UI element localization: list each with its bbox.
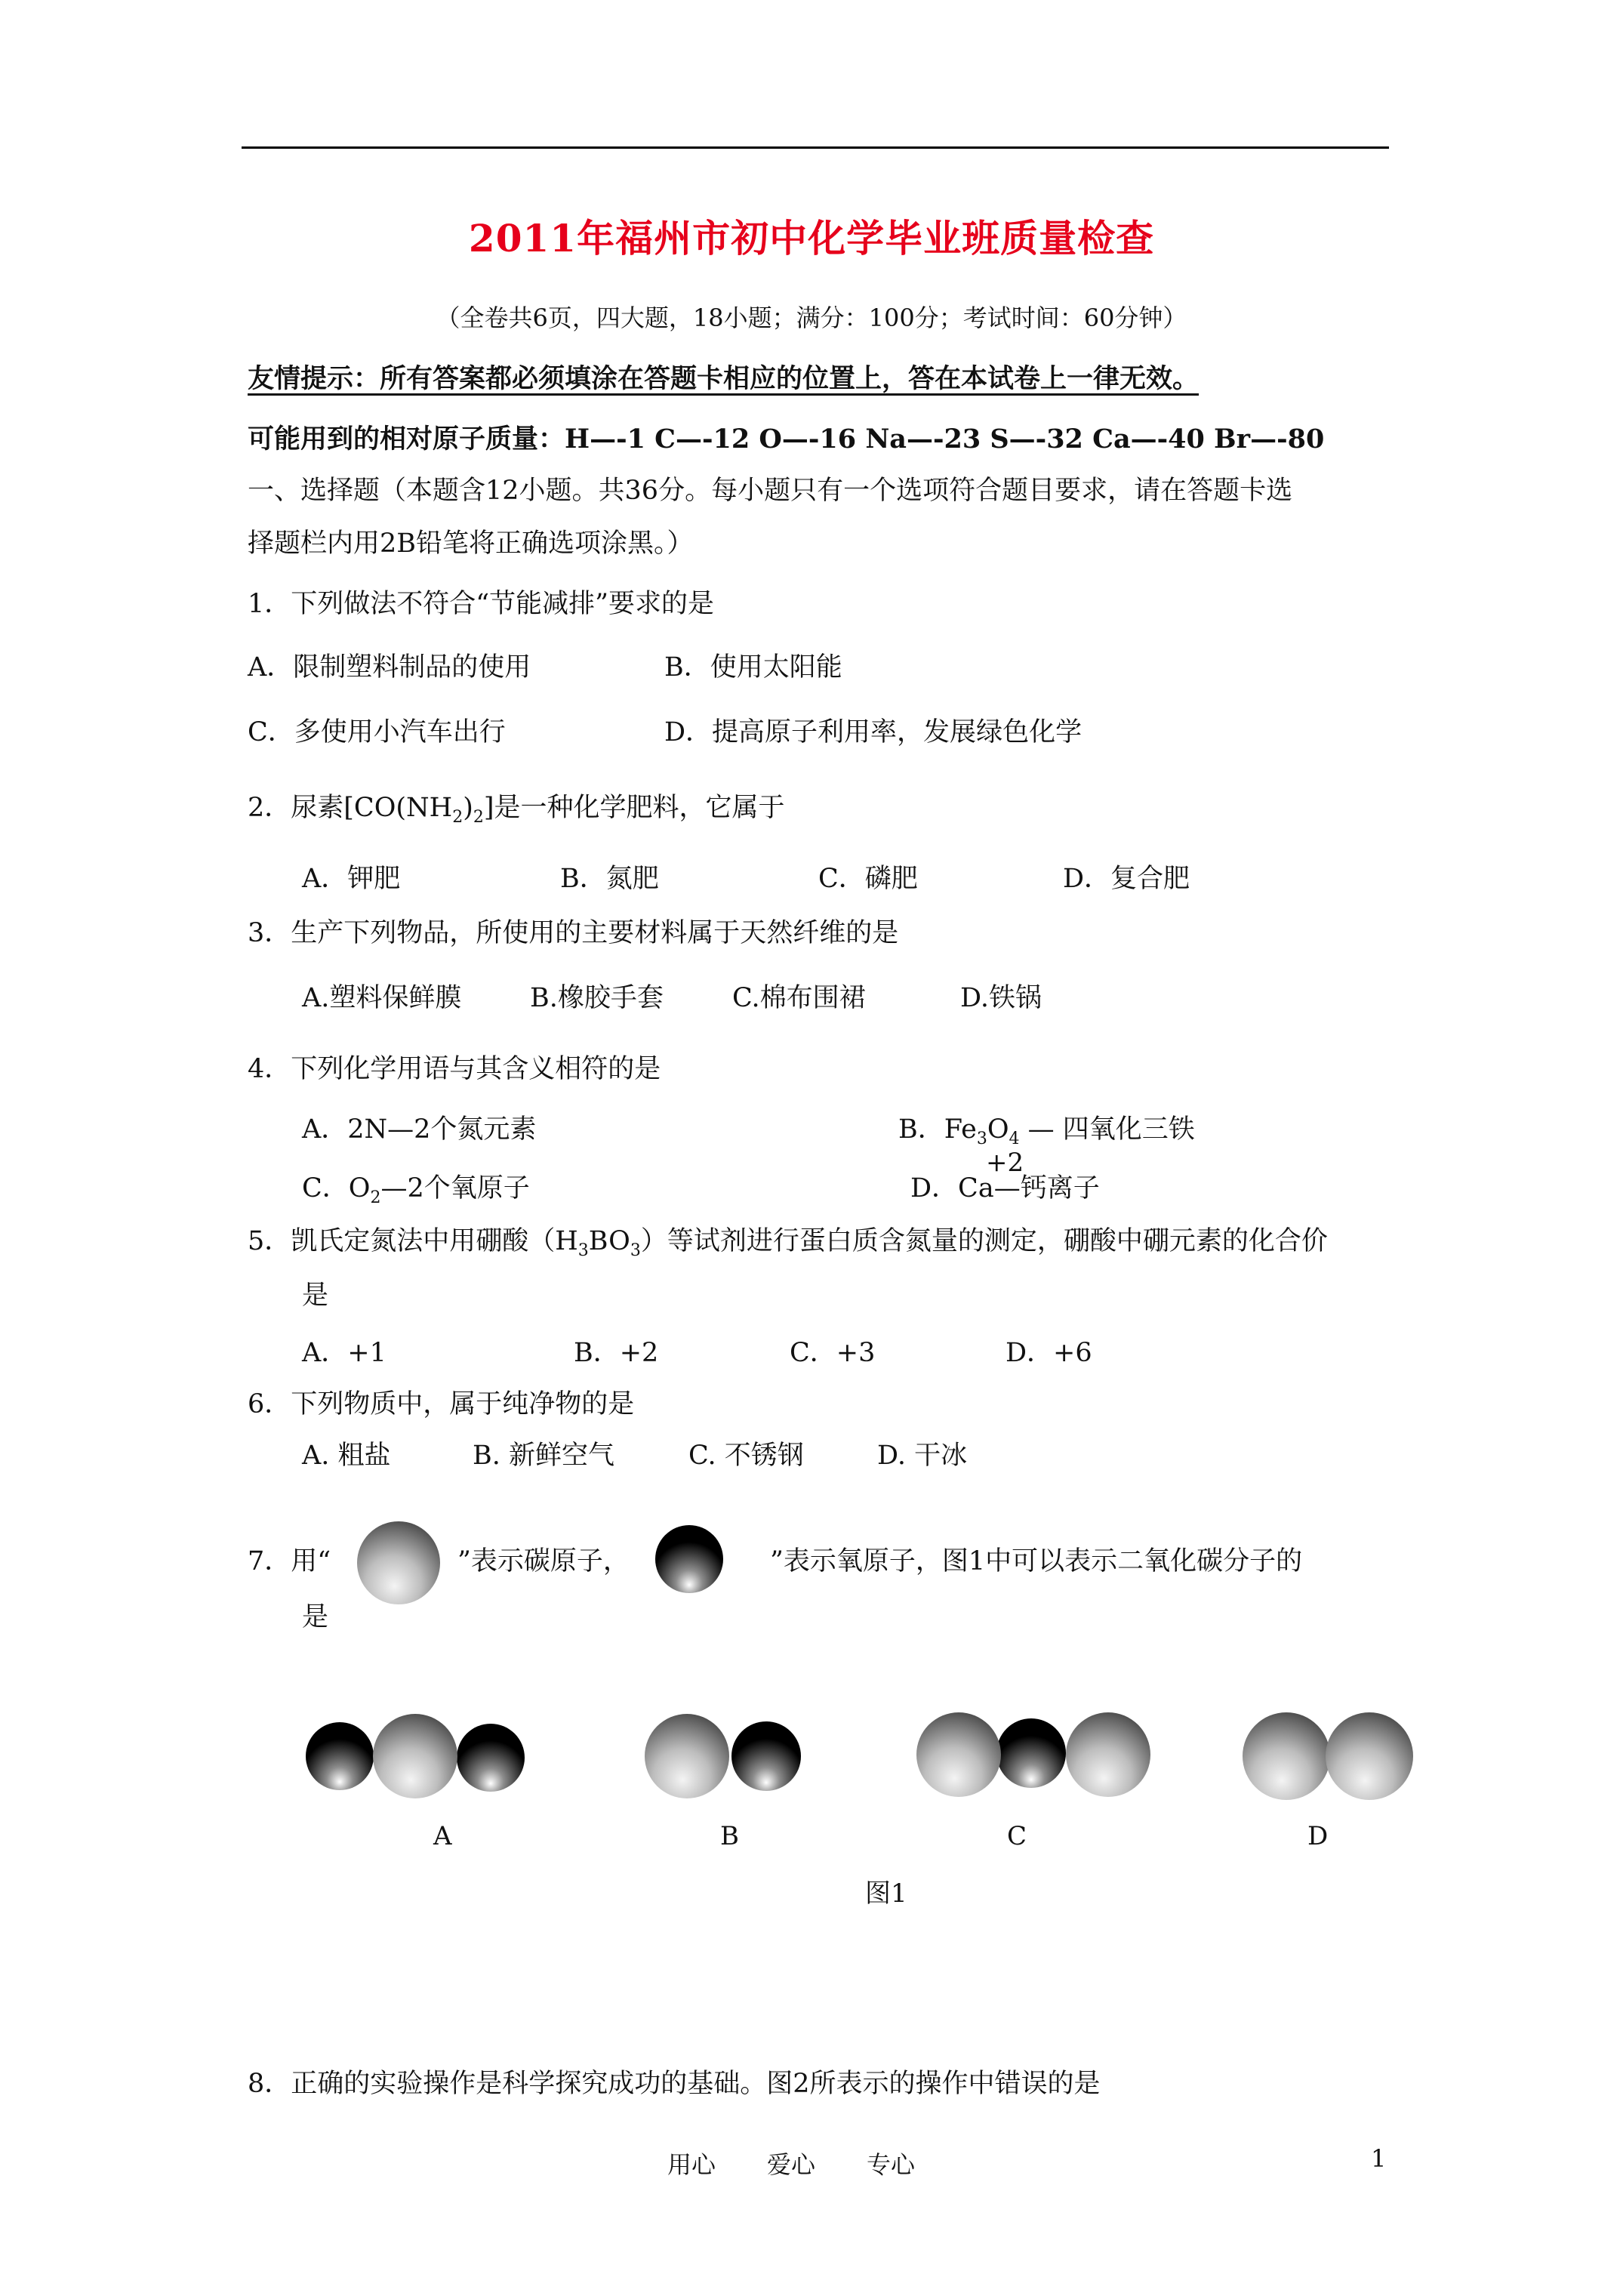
q4-option-d: D．Ca—钙离子 <box>910 1173 1100 1203</box>
section1-line1: 一、选择题（本题含12小题。共36分。每小题只有一个选项符合题目要求，请在答题卡选 <box>248 476 1293 506</box>
q4-c-pre: C．O <box>302 1173 371 1203</box>
q3-stem: 3．生产下列物品，所使用的主要材料属于天然纤维的是 <box>248 918 899 948</box>
q5-stem-sub2: 3 <box>630 1241 641 1260</box>
q4-option-d-charge: +2 <box>986 1148 1024 1178</box>
q4-stem: 4．下列化学用语与其含义相符的是 <box>248 1054 661 1084</box>
q2-stem-mid: ) <box>463 793 473 823</box>
q5-option-d: D．+6 <box>1006 1338 1092 1368</box>
q7-stem-b: ”表示碳原子， <box>457 1546 630 1576</box>
atomic-mass-line: 可能用到的相对原子质量：H—-1 C—-12 O—-16 Na—-23 S—-32 Ca—-40 Br—-80 <box>248 424 1325 455</box>
q4-b-sub1: 3 <box>976 1130 987 1148</box>
q4-option-b <box>898 1111 1195 1157</box>
q2-option-d: D．复合肥 <box>1063 864 1190 894</box>
q3-option-a: A.塑料保鲜膜 <box>302 983 462 1013</box>
q5-stem-mid: BO <box>588 1226 630 1256</box>
q8-stem: 8．正确的实验操作是科学探究成功的基础。图2所表示的操作中错误的是 <box>248 2069 1101 2099</box>
fig1-label-c: C <box>1007 1821 1027 1851</box>
q1-option-d: D．提高原子利用率，发展绿色化学 <box>664 717 1083 747</box>
fig1-label-a: A <box>433 1821 452 1851</box>
q4-b-pre: B．Fe <box>898 1114 977 1145</box>
page-number: 1 <box>1371 2144 1387 2173</box>
q6-stem: 6．下列物质中，属于纯净物的是 <box>248 1389 635 1419</box>
q4-c-post: —2个氧原子 <box>380 1173 530 1203</box>
q2-stem-sub1: 2 <box>452 808 463 827</box>
molecule-option-b <box>642 1711 815 1801</box>
q2-stem-post: ]是一种化学肥料，它属于 <box>483 793 785 823</box>
q6-option-b: B. 新鲜空气 <box>473 1441 614 1471</box>
footer-motto-1: 用心 <box>667 2150 716 2179</box>
molecule-option-a <box>302 1706 528 1804</box>
molecule-option-c <box>913 1708 1155 1803</box>
q5-stem <box>248 1223 1328 1269</box>
q4-option-c <box>302 1170 530 1216</box>
friendly-tip: 友情提示：所有答案都必须填涂在答题卡相应的位置上，答在本试卷上一律无效。 <box>248 363 1200 394</box>
q6-option-a: A. 粗盐 <box>302 1441 391 1471</box>
q4-b-sub2: 4 <box>1009 1130 1020 1148</box>
q7-stem-c: ”表示氧原子，图1中可以表示二氧化碳分子的 <box>770 1546 1303 1576</box>
q5-option-b: B．+2 <box>574 1338 659 1368</box>
q3-option-b: B.橡胶手套 <box>530 983 664 1013</box>
q1-option-b: B．使用太阳能 <box>664 652 842 683</box>
q5-option-c: C．+3 <box>790 1338 876 1368</box>
q2-stem-sub2: 2 <box>473 808 484 827</box>
fig1-label-b: B <box>720 1821 739 1851</box>
exam-title: 2011年福州市初中化学毕业班质量检查 <box>468 216 1155 260</box>
q5-option-a: A．+1 <box>302 1338 387 1368</box>
q1-stem: 1．下列做法不符合“节能减排”要求的是 <box>248 589 715 619</box>
footer-motto-3: 专心 <box>867 2150 916 2179</box>
q4-option-a: A．2N—2个氮元素 <box>302 1114 537 1145</box>
q5-stem-sub1: 3 <box>577 1241 589 1260</box>
q1-option-a: A．限制塑料制品的使用 <box>248 652 531 683</box>
q6-option-d: D. 干冰 <box>877 1441 968 1471</box>
q4-b-mid: O <box>987 1114 1009 1145</box>
q7-stem-a: 7．用“ <box>248 1546 331 1576</box>
q6-option-c: C. 不锈钢 <box>688 1441 804 1471</box>
q3-option-c: C.棉布围裙 <box>732 983 866 1013</box>
q5-stem-post: ）等试剂进行蛋白质含氮量的测定，硼酸中硼元素的化合价 <box>640 1226 1328 1256</box>
header-rule <box>242 146 1389 149</box>
q5-stem-pre: 5．凯氏定氮法中用硼酸（H <box>248 1226 578 1256</box>
q3-option-d: D.铁锅 <box>960 983 1042 1013</box>
q2-option-c: C．磷肥 <box>818 864 918 894</box>
oxygen-atom-icon <box>654 1524 725 1595</box>
fig1-caption: 图1 <box>865 1878 907 1909</box>
fig1-label-d: D <box>1307 1821 1329 1851</box>
q4-b-post: — 四氧化三铁 <box>1019 1114 1195 1145</box>
exam-note: （全卷共6页，四大题，18小题；满分：100分；考试时间：60分钟） <box>436 304 1187 332</box>
footer-motto-2: 爱心 <box>767 2150 816 2179</box>
q7-stem-line2: 是 <box>302 1602 329 1632</box>
q5-stem-line2: 是 <box>302 1281 329 1311</box>
q4-c-sub: 2 <box>370 1188 381 1207</box>
q1-option-c: C．多使用小汽车出行 <box>248 717 506 747</box>
molecule-option-d <box>1238 1709 1419 1803</box>
q2-stem-pre: 2．尿素[CO(NH <box>248 793 453 823</box>
carbon-atom-icon <box>355 1519 442 1607</box>
q2-stem <box>248 790 785 836</box>
q2-option-b: B．氮肥 <box>560 864 659 894</box>
section1-line2: 择题栏内用2B铅笔将正确选项涂黑。） <box>248 529 694 559</box>
q2-option-a: A．钾肥 <box>302 864 401 894</box>
